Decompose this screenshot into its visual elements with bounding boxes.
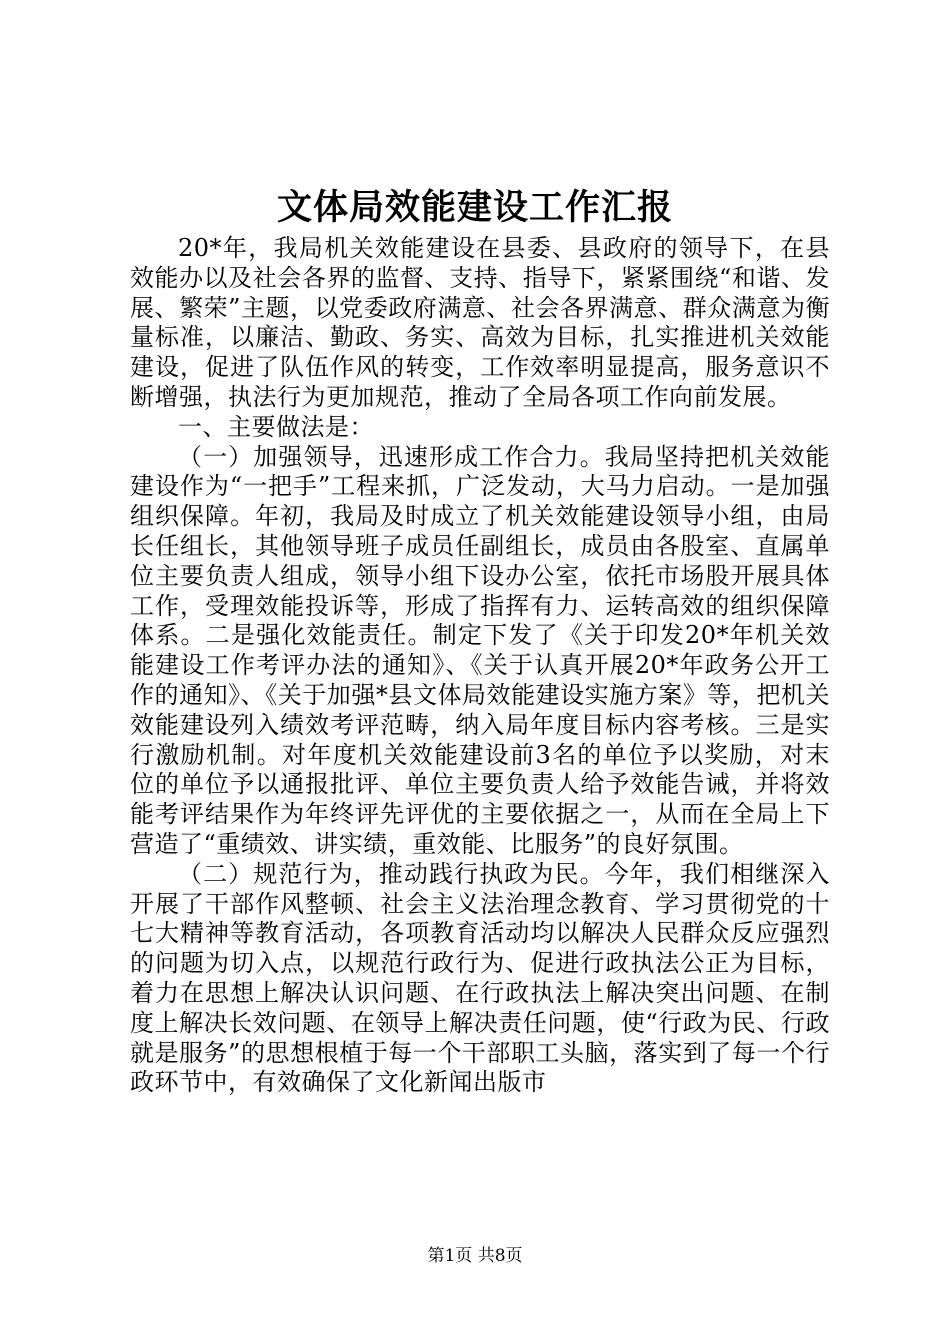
section-heading: 一、主要做法是： [178, 412, 374, 441]
document-title: 文体局效能建设工作汇报 [276, 187, 673, 228]
page-number-footer: 第1页 共8页 [427, 1246, 523, 1266]
document-body [130, 234, 830, 1098]
intro-paragraph: 20*年，我局机关效能建设在县委、县政府的领导下，在县效能办以及社会各界的监督、支持、指导下，紧紧围绕“和谐、发展、繁荣”主题，以党委政府满意、社会各界满意、群众满意为衡量标准，以廉洁、勤政、务实、高效为目标，扎实推进机关效能建设，促进了队伍作风的转变，工作效率明显提高，服务意识不断增强，执法行为更加规范，推动了全局各项工作向前发展。 [130, 234, 830, 411]
section-paragraph-2: （二）规范行为，推动践行执政为民。今年，我们相继深入开展了干部作风整顿、社会主义法治理念教育、学习贯彻党的十七大精神等教育活动，各项教育活动均以解决人民群众反应强烈的问题为切入点，以规范行政行为、促进行政执法公正为目标，着力在思想上解决认识问题、在行政执法上解决突出问题、在制度上解决长效问题、在领导上解决责任问题，使“行政为民、行政就是服务”的思想根植于每一个干部职工头脑，落实到了每一个行政环节中，有效确保了文化新闻出版市 [130, 859, 830, 1097]
section-paragraph-1: （一）加强领导，迅速形成工作合力。我局坚持把机关效能建设作为“一把手”工程来抓，广泛发动，大马力启动。一是加强组织保障。年初，我局及时成立了机关效能建设领导小组，由局长任组长，其他领导班子成员任副组长，成员由各股室、直属单位主要负责人组成，领导小组下设办公室，依托市场股开展具体工作，受理效能投诉等，形成了指挥有力、运转高效的组织保障体系。二是强化效能责任。制定下发了《关于印发20*年机关效能建设工作考评办法的通知》、《关于认真开展20*年政务公开工作的通知》、《关于加强*县文体局效能建设实施方案》等，把机关效能建设列入绩效考评范畴，纳入局年度目标内容考核。三是实行激励机制。对年度机关效能建设前3名的单位予以奖励，对末位的单位予以通报批评、单位主要负责人给予效能告诫，并将效能考评结果作为年终评先评优的主要依据之一，从而在全局上下营造了“重绩效、讲实绩，重效能、比服务”的良好氛围。 [130, 442, 830, 858]
